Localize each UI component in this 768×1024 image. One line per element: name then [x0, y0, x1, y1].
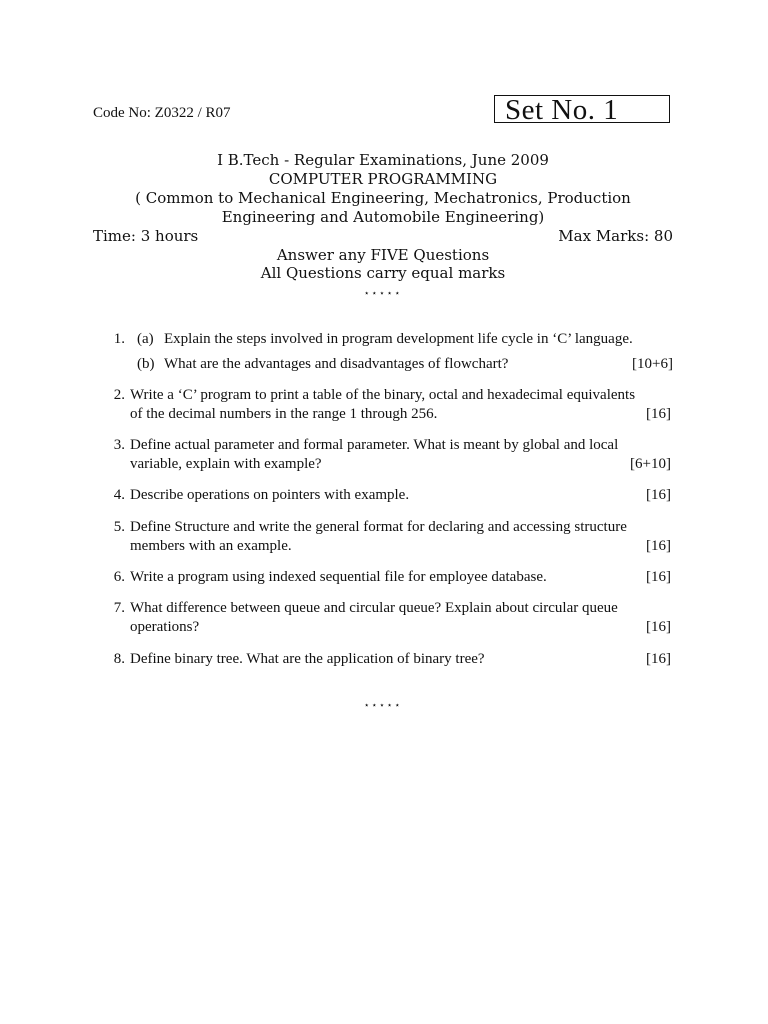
question-text-cont: variable, explain with example? — [130, 456, 322, 472]
max-marks: Max Marks: 80 — [558, 227, 673, 245]
set-number-box: Set No. 1 — [494, 95, 670, 123]
question-text-cont: members with an example. — [130, 538, 292, 554]
question-marks: [16] — [646, 651, 671, 667]
question-number: 6. — [113, 569, 125, 585]
common-to-line-1: ( Common to Mechanical Engineering, Mechatronics, Production — [135, 189, 631, 207]
question-text: Explain the steps involved in program development life cycle in ‘C’ language. — [164, 331, 633, 347]
question-marks: [10+6] — [632, 356, 673, 372]
question-number: 4. — [113, 487, 125, 503]
question-text: What difference between queue and circular queue? Explain about circular queue — [130, 600, 618, 616]
question-marks: [16] — [646, 406, 671, 422]
question-text: Define actual parameter and formal parameter. What is meant by global and local — [130, 437, 619, 453]
question-marks: [16] — [646, 538, 671, 554]
time-marks-row — [93, 227, 673, 245]
sub-label: (a) — [137, 331, 154, 347]
question-marks: [16] — [646, 619, 671, 635]
time-allowed: Time: 3 hours — [93, 227, 199, 245]
question-number: 8. — [113, 651, 125, 667]
question-text-cont: of the decimal numbers in the range 1 through 256. — [130, 406, 438, 422]
subject-title: COMPUTER PROGRAMMING — [268, 170, 498, 188]
question-text: Describe operations on pointers with example. — [130, 487, 410, 503]
exam-title: I B.Tech - Regular Examinations, June 2009 — [217, 151, 549, 169]
question-number: 1. — [113, 331, 125, 347]
instruction-equal-marks: All Questions carry equal marks — [260, 264, 506, 282]
code-number: Code No: Z0322 / R07 — [93, 105, 231, 121]
question-number: 2. — [113, 387, 125, 403]
question-1b — [137, 355, 673, 374]
question-text: What are the advantages and disadvantages of flowchart? — [164, 356, 509, 372]
header-stars-divider: ⋆⋆⋆⋆⋆ — [363, 289, 403, 299]
footer-stars-divider: ⋆⋆⋆⋆⋆ — [363, 701, 403, 711]
question-text: Define Structure and write the general format for declaring and accessing structure — [130, 519, 627, 535]
question-text: Write a program using indexed sequential file for employee database. — [130, 569, 547, 585]
question-1 — [103, 330, 673, 375]
question-number: 5. — [113, 519, 125, 535]
common-to-line-2: Engineering and Automobile Engineering) — [221, 208, 545, 226]
question-text-cont: operations? — [130, 619, 200, 635]
sub-label: (b) — [137, 356, 155, 372]
question-marks: [6+10] — [630, 456, 671, 472]
question-marks: [16] — [646, 487, 671, 503]
question-marks: [16] — [646, 569, 671, 585]
question-number: 7. — [113, 600, 125, 616]
question-number: 3. — [113, 437, 125, 453]
question-text: Write a ‘C’ program to print a table of the binary, octal and hexadecimal equivalents — [130, 387, 636, 403]
question-text: Define binary tree. What are the application of binary tree? — [130, 651, 485, 667]
instruction-answer-five: Answer any FIVE Questions — [276, 246, 490, 264]
question-1a — [137, 330, 673, 349]
